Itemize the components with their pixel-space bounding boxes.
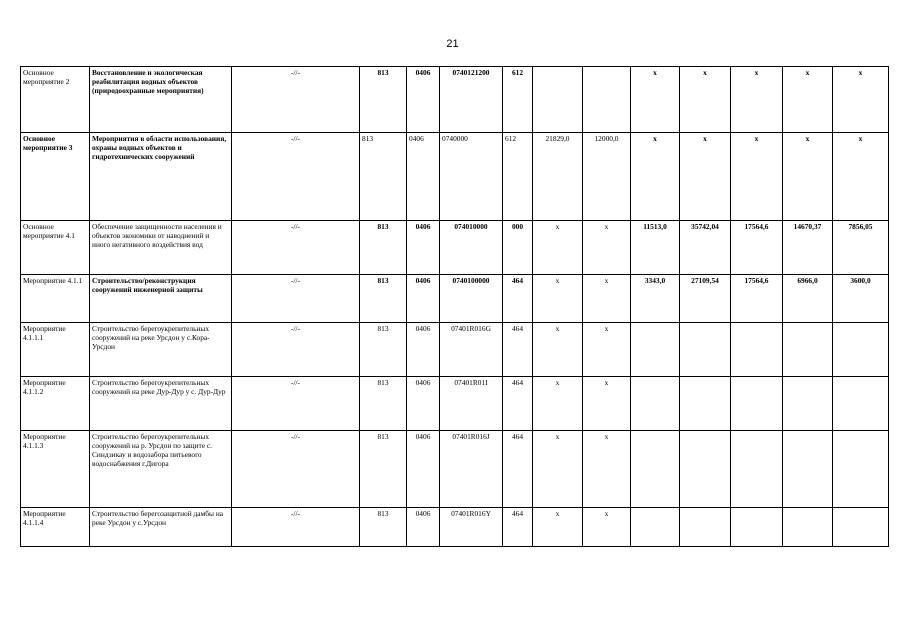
csr-code: 0740121200 bbox=[440, 67, 503, 133]
value-cell: х bbox=[731, 67, 783, 133]
activity-name: Строительство берегоукрепительных сооружений на реке Дур-Дур у с. Дур-Дур bbox=[90, 377, 232, 431]
value-cell: х bbox=[731, 133, 783, 221]
activity-name: Строительство берегозащитной дамбы на реке Урсдон у с.Урсдон bbox=[90, 508, 232, 547]
vr-code: 000 bbox=[503, 221, 533, 275]
executor: -//- bbox=[232, 508, 360, 547]
rzpr-code: 0406 bbox=[407, 133, 440, 221]
value-cell: х bbox=[833, 133, 889, 221]
vr-code: 612 bbox=[503, 133, 533, 221]
activity-label: Основное мероприятие 2 bbox=[21, 67, 90, 133]
csr-code: 07401R016G bbox=[440, 323, 503, 377]
value-cell: 11513,0 bbox=[631, 221, 680, 275]
rzpr-code: 0406 bbox=[407, 508, 440, 547]
executor: -//- bbox=[232, 133, 360, 221]
rzpr-code: 0406 bbox=[407, 275, 440, 323]
activity-label: Основное мероприятие 4.1 bbox=[21, 221, 90, 275]
value-cell bbox=[680, 508, 731, 547]
value-cell: х bbox=[533, 508, 583, 547]
value-cell: 17564,6 bbox=[731, 221, 783, 275]
activity-label: Мероприятие 4.1.1.3 bbox=[21, 431, 90, 508]
program-activities-table bbox=[20, 66, 889, 547]
value-cell: х bbox=[783, 133, 833, 221]
grbs-code: 813 bbox=[360, 221, 407, 275]
value-cell bbox=[731, 431, 783, 508]
value-cell: 3600,0 bbox=[833, 275, 889, 323]
vr-code: 612 bbox=[503, 67, 533, 133]
value-cell: х bbox=[680, 67, 731, 133]
value-cell bbox=[783, 323, 833, 377]
grbs-code: 813 bbox=[360, 133, 407, 221]
value-cell: 35742,04 bbox=[680, 221, 731, 275]
value-cell: 17564,6 bbox=[731, 275, 783, 323]
value-cell bbox=[533, 67, 583, 133]
rzpr-code: 0406 bbox=[407, 67, 440, 133]
executor: -//- bbox=[232, 275, 360, 323]
rzpr-code: 0406 bbox=[407, 323, 440, 377]
value-cell bbox=[631, 431, 680, 508]
value-cell bbox=[783, 508, 833, 547]
page-number: 21 bbox=[446, 38, 459, 50]
activity-label: Мероприятие 4.1.1.1 bbox=[21, 323, 90, 377]
value-cell: х bbox=[533, 431, 583, 508]
grbs-code: 813 bbox=[360, 377, 407, 431]
value-cell bbox=[631, 323, 680, 377]
table-row bbox=[21, 133, 889, 221]
activity-name: Восстановление и экологическая реабилитация водных объектов (природоохранные мероприятия) bbox=[90, 67, 232, 133]
value-cell bbox=[680, 431, 731, 508]
value-cell bbox=[783, 431, 833, 508]
value-cell: 3343,0 bbox=[631, 275, 680, 323]
value-cell bbox=[583, 67, 631, 133]
csr-code: 07401R01I bbox=[440, 377, 503, 431]
value-cell: 6966,0 bbox=[783, 275, 833, 323]
executor: -//- bbox=[232, 377, 360, 431]
value-cell: х bbox=[631, 133, 680, 221]
value-cell bbox=[731, 323, 783, 377]
executor: -//- bbox=[232, 431, 360, 508]
grbs-code: 813 bbox=[360, 431, 407, 508]
executor: -//- bbox=[232, 323, 360, 377]
activity-label: Мероприятие 4.1.1.4 bbox=[21, 508, 90, 547]
value-cell bbox=[833, 377, 889, 431]
value-cell bbox=[783, 377, 833, 431]
value-cell: 14670,37 bbox=[783, 221, 833, 275]
value-cell: х bbox=[631, 67, 680, 133]
value-cell: х bbox=[833, 67, 889, 133]
activity-name: Мероприятия в области использования, охраны водных объектов и гидротехнических сооружений bbox=[90, 133, 232, 221]
vr-code: 464 bbox=[503, 431, 533, 508]
csr-code: 0740100000 bbox=[440, 275, 503, 323]
table-row bbox=[21, 508, 889, 547]
grbs-code: 813 bbox=[360, 275, 407, 323]
activity-label: Мероприятие 4.1.1 bbox=[21, 275, 90, 323]
table-row bbox=[21, 323, 889, 377]
activity-label: Мероприятие 4.1.1.2 bbox=[21, 377, 90, 431]
value-cell: х bbox=[583, 323, 631, 377]
table-row bbox=[21, 377, 889, 431]
table-row bbox=[21, 431, 889, 508]
activity-name: Строительство/реконструкция сооружений инженерной защиты bbox=[90, 275, 232, 323]
table-row bbox=[21, 67, 889, 133]
value-cell: 27109,54 bbox=[680, 275, 731, 323]
value-cell: х bbox=[533, 275, 583, 323]
table-row bbox=[21, 221, 889, 275]
grbs-code: 813 bbox=[360, 67, 407, 133]
activity-name: Обеспечение защищенности населения и объектов экономики от наводнений и иного негативного воздействия вод bbox=[90, 221, 232, 275]
csr-code: 07401R016Y bbox=[440, 508, 503, 547]
grbs-code: 813 bbox=[360, 508, 407, 547]
value-cell: 21829,0 bbox=[533, 133, 583, 221]
value-cell bbox=[833, 431, 889, 508]
value-cell: 7856,05 bbox=[833, 221, 889, 275]
value-cell bbox=[680, 377, 731, 431]
csr-code: 0740000 bbox=[440, 133, 503, 221]
value-cell: х bbox=[583, 377, 631, 431]
value-cell: х bbox=[533, 377, 583, 431]
value-cell bbox=[631, 508, 680, 547]
table-row bbox=[21, 275, 889, 323]
vr-code: 464 bbox=[503, 275, 533, 323]
value-cell: х bbox=[533, 323, 583, 377]
value-cell bbox=[833, 323, 889, 377]
csr-code: 074010000 bbox=[440, 221, 503, 275]
grbs-code: 813 bbox=[360, 323, 407, 377]
value-cell bbox=[631, 377, 680, 431]
value-cell bbox=[833, 508, 889, 547]
rzpr-code: 0406 bbox=[407, 377, 440, 431]
value-cell: х bbox=[533, 221, 583, 275]
rzpr-code: 0406 bbox=[407, 431, 440, 508]
activity-label: Основное мероприятие 3 bbox=[21, 133, 90, 221]
value-cell: х bbox=[680, 133, 731, 221]
executor: -//- bbox=[232, 221, 360, 275]
csr-code: 07401R016J bbox=[440, 431, 503, 508]
executor: -//- bbox=[232, 67, 360, 133]
value-cell: х bbox=[783, 67, 833, 133]
value-cell: 12000,0 bbox=[583, 133, 631, 221]
value-cell bbox=[680, 323, 731, 377]
vr-code: 464 bbox=[503, 323, 533, 377]
rzpr-code: 0406 bbox=[407, 221, 440, 275]
value-cell bbox=[731, 508, 783, 547]
value-cell: х bbox=[583, 431, 631, 508]
value-cell bbox=[731, 377, 783, 431]
value-cell: х bbox=[583, 275, 631, 323]
value-cell: х bbox=[583, 508, 631, 547]
vr-code: 464 bbox=[503, 377, 533, 431]
vr-code: 464 bbox=[503, 508, 533, 547]
activity-name: Строительство берегоукрепительных сооружений на реке Урсдон у с.Кора-Урсдон bbox=[90, 323, 232, 377]
activity-name: Строительство берегоукрепительных сооружений на р. Урсдон по защите с. Синдзикау и водозабора питьевого водоснабжения г.Дигора bbox=[90, 431, 232, 508]
value-cell: х bbox=[583, 221, 631, 275]
